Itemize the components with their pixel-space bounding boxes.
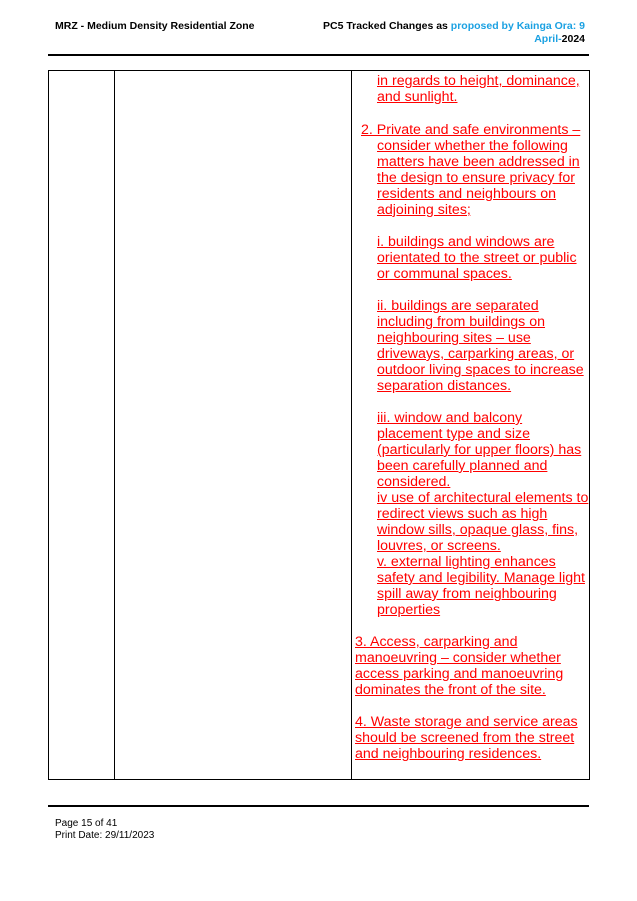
header-prefix: PC5 Tracked Changes as <box>322 20 451 32</box>
header-year: 2024 <box>561 33 585 45</box>
header-proposed-by: proposed by Kainga Ora: 9 <box>450 20 585 32</box>
paragraph-buildings-windows: i. buildings and windows are orientated to the street or public or communal spaces. <box>377 234 577 282</box>
header-rule <box>48 54 589 56</box>
paragraph-architectural-elements: iv use of architectural elements to redirect views such as high window sills, opaque glass, fins, louvres, or screens. <box>377 490 589 554</box>
footer-rule <box>48 805 589 807</box>
rules-table <box>48 70 590 780</box>
header-tracked-changes <box>305 20 585 46</box>
paragraph-access-carparking: 3. Access, carparking and manoeuvring – consider whether access parking and manoeuvring dominates the front of the site. <box>355 634 564 698</box>
paragraph-private-safe: 2. Private and safe environments – consider whether the following matters have been addressed in the design to ensure privacy for residents and neighbours on adjoining sites; <box>361 122 581 218</box>
column-divider-1 <box>114 71 115 779</box>
paragraph-waste-storage: 4. Waste storage and service areas should be screened from the street and neighbouring residences. <box>355 714 578 762</box>
paragraph-window-balcony: iii. window and balcony placement type and size (particularly for upper floors) has been carefully planned and considered. <box>377 410 582 490</box>
footer <box>55 818 154 842</box>
header-zone-title: MRZ - Medium Density Residential Zone <box>55 20 255 32</box>
print-date: Print Date: 29/11/2023 <box>55 830 155 841</box>
paragraph-external-lighting: v. external lighting enhances safety and legibility. Manage light spill away from neighbouring properties <box>377 554 585 618</box>
paragraph-buildings-separated: ii. buildings are separated including from buildings on neighbouring sites – use driveways, carparking areas, or outdoor living spaces to increase separation distances. <box>377 298 584 394</box>
column-divider-2 <box>351 71 352 779</box>
header-month: April- <box>534 33 562 45</box>
paragraph-height-dominance: in regards to height, dominance, and sunlight. <box>377 73 580 105</box>
page-number: Page 15 of 41 <box>55 818 118 829</box>
